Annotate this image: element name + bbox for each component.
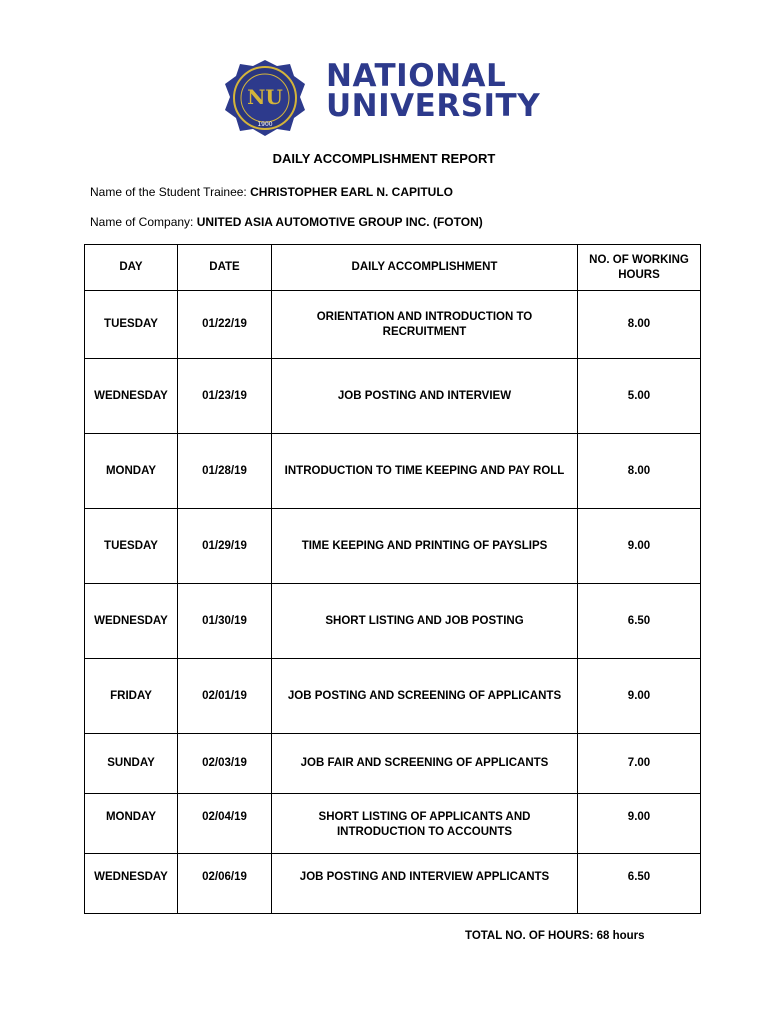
row-day: MONDAY <box>85 794 178 854</box>
row-date: 02/06/19 <box>178 854 272 914</box>
row-date: 01/23/19 <box>178 359 272 434</box>
row-date: 01/28/19 <box>178 434 272 509</box>
row-date: 01/30/19 <box>178 584 272 659</box>
row-day: SUNDAY <box>85 734 178 794</box>
table-row <box>85 854 701 914</box>
row-accomplishment: JOB POSTING AND SCREENING OF APPLICANTS <box>272 659 578 734</box>
row-accomplishment: TIME KEEPING AND PRINTING OF PAYSLIPS <box>272 509 578 584</box>
table-header-row <box>85 245 701 291</box>
company-label: Name of Company: <box>90 215 194 229</box>
table-row <box>85 291 701 359</box>
header-working-hours: NO. OF WORKING HOURS <box>578 245 701 291</box>
row-hours: 9.00 <box>578 794 701 854</box>
header-day: DAY <box>85 245 178 291</box>
row-day: WEDNESDAY <box>85 359 178 434</box>
row-hours: 9.00 <box>578 659 701 734</box>
row-accomplishment: JOB FAIR AND SCREENING OF APPLICANTS <box>272 734 578 794</box>
row-hours: 6.50 <box>578 584 701 659</box>
document-header <box>0 48 768 143</box>
table-row <box>85 794 701 854</box>
company-name: UNITED ASIA AUTOMOTIVE GROUP INC. (FOTON) <box>196 215 483 229</box>
report-title: DAILY ACCOMPLISHMENT REPORT <box>272 151 496 166</box>
trainee-name: CHRISTOPHER EARL N. CAPITULO <box>250 185 454 199</box>
table-row <box>85 734 701 794</box>
row-date: 02/04/19 <box>178 794 272 854</box>
row-hours: 8.00 <box>578 434 701 509</box>
row-hours: 7.00 <box>578 734 701 794</box>
table-row <box>85 434 701 509</box>
university-name-line1: NATIONAL <box>326 58 507 94</box>
row-accomplishment: INTRODUCTION TO TIME KEEPING AND PAY ROLL <box>272 434 578 509</box>
university-name-line2: UNIVERSITY <box>326 88 541 124</box>
header-accomplishment: DAILY ACCOMPLISHMENT <box>272 245 578 291</box>
row-date: 02/01/19 <box>178 659 272 734</box>
row-day: WEDNESDAY <box>85 854 178 914</box>
table-row <box>85 584 701 659</box>
row-day: TUESDAY <box>85 509 178 584</box>
row-accomplishment: ORIENTATION AND INTRODUCTION TO RECRUITMENT <box>272 291 578 359</box>
table-row <box>85 659 701 734</box>
table-row <box>85 359 701 434</box>
row-hours: 8.00 <box>578 291 701 359</box>
row-hours: 6.50 <box>578 854 701 914</box>
svg-text:1900: 1900 <box>257 121 273 128</box>
row-date: 02/03/19 <box>178 734 272 794</box>
trainee-label: Name of the Student Trainee: <box>90 185 247 199</box>
accomplishment-table <box>84 244 701 914</box>
row-day: WEDNESDAY <box>85 584 178 659</box>
row-accomplishment: JOB POSTING AND INTERVIEW APPLICANTS <box>272 854 578 914</box>
row-day: FRIDAY <box>85 659 178 734</box>
row-date: 01/29/19 <box>178 509 272 584</box>
row-accomplishment: SHORT LISTING OF APPLICANTS AND INTRODUCTION TO ACCOUNTS <box>272 794 578 854</box>
row-hours: 5.00 <box>578 359 701 434</box>
row-day: TUESDAY <box>85 291 178 359</box>
university-seal-logo <box>222 58 308 138</box>
total-hours: TOTAL NO. OF HOURS: 68 hours <box>465 930 645 942</box>
company-line <box>90 215 483 229</box>
svg-text:NU: NU <box>247 85 283 109</box>
table-row <box>85 509 701 584</box>
row-accomplishment: SHORT LISTING AND JOB POSTING <box>272 584 578 659</box>
row-accomplishment: JOB POSTING AND INTERVIEW <box>272 359 578 434</box>
row-hours: 9.00 <box>578 509 701 584</box>
row-date: 01/22/19 <box>178 291 272 359</box>
row-day: MONDAY <box>85 434 178 509</box>
trainee-line <box>90 185 453 199</box>
university-name <box>326 58 541 124</box>
header-date: DATE <box>178 245 272 291</box>
